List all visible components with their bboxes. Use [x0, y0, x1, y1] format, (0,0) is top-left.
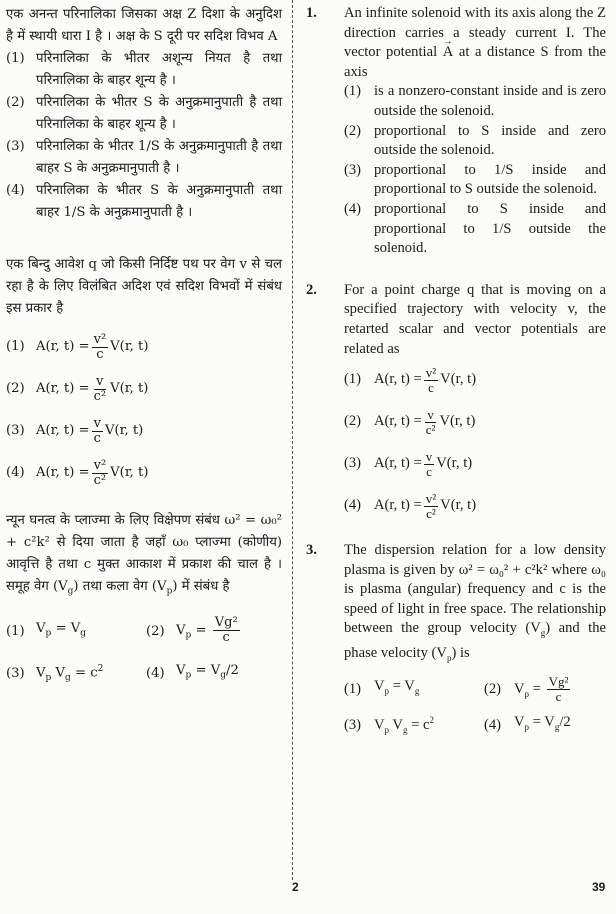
q3-hi-stem-a: न्यून घनत्व के प्लाज्मा के लिए विक्षेपण संबंध ω² = ω₀² + c²k² से दिया जाता है जहाँ ω₀ प्लाज्मा (कोणीय) आवृत्ति है तथा c मुक्त आकाश में प्रकाश की चाल है । समूह वेग (V [6, 513, 282, 594]
q1-en-option-1: (1) is a nonzero-constant inside and is zero outside the solenoid. [344, 82, 606, 121]
q1-en-stem-b: at a distance S from the axis [344, 44, 606, 80]
page-number-right: 39 [592, 880, 606, 894]
q2-hi-option-4: (4) A(r, t) = $\frac{\text{v²}}{\text{c²}}$ V(r, t) [6, 457, 149, 488]
q1-en-option-3: (3) proportional to 1/S inside and proportional to S outside the solenoid. [344, 161, 606, 200]
q2-hi-frac1-num: v² [93, 331, 107, 347]
q2-en-option-4: (4) A(r, t) = $\frac{\text{v²}}{\text{c²}}$ V(r, t) [344, 490, 477, 521]
q2-hi-lhs: A(r, t) = [36, 423, 90, 438]
q1-en-option-4: (4) proportional to S inside and proportional to 1/S outside the solenoid. [344, 200, 606, 259]
q2-hi-frac3-num: v [93, 415, 101, 431]
q2-en-rhs: V(r, t) [440, 497, 477, 514]
q1-hi-option-4-text: परिनालिका के भीतर S के अनुक्रमानुपाती तथा बाहर 1/S के अनुक्रमानुपाती है । [36, 183, 282, 220]
q3-en-opt2-num: Vg² [548, 673, 569, 689]
q2-en-rhs: V(r, t) [440, 371, 477, 388]
q1-hindi-stem [6, 4, 282, 48]
q2-en-frac1-num: v² [425, 364, 437, 380]
q1-hi-option-3: (3) परिनालिका के भीतर 1/S के अनुक्रमानुपाती है तथा बाहर S के अनुक्रमानुपाती है । [6, 136, 282, 180]
q2-hi-lhs: A(r, t) = [36, 339, 90, 354]
q2-hindi-stem: एक बिन्दु आवेश q जो किसी निर्दिष्ट पथ पर वेग v से चल रहा है के लिए विलंबित अदिश एवं सदिश विभवों में संबंध इस प्रकार है [6, 257, 282, 316]
q2-en-frac4-den: c² [426, 505, 436, 521]
q2-hindi [6, 254, 282, 494]
q2-en-lhs: A(r, t) = [374, 455, 422, 472]
q1-hi-option-3-text: परिनालिका के भीतर 1/S के अनुक्रमानुपाती है तथा बाहर S के अनुक्रमानुपाती है । [36, 139, 282, 176]
q3-en-opt3-v: V [374, 716, 385, 733]
hindi-column [6, 4, 282, 695]
q2-hi-rhs: V(r, t) [110, 465, 149, 480]
q3-number: 3. [306, 542, 317, 559]
q1-en-option-4-text: proportional to S inside and proportional to 1/S outside the solenoid. [374, 200, 606, 257]
q2-hi-rhs: V(r, t) [104, 423, 144, 438]
q3-hindi-stem: न्यून घनत्व के प्लाज्मा के लिए विक्षेपण संबंध ω² = ω₀² + c²k² से दिया जाता है जहाँ ω₀ प्लाज्मा (कोणीय) आवृत्ति है तथा c मुक्त आकाश में प्रकाश की चाल है । समूह वेग $(V_g)$ तथा कला वेग $(V_p)$ में संबंध है [6, 513, 282, 597]
q2-en-option-2: (2) A(r, t) = $\frac{v}{\text{c²}}$ V(r, t) [344, 406, 476, 437]
q3-en-options-row1: (1) $V_p = V_g$ (2) $V_p$ = $\frac{\text{Vg²}}{c}$ [344, 673, 569, 704]
q1-english [306, 4, 606, 259]
q1-en-option-2: (2) proportional to S inside and zero outside the solenoid. [344, 122, 606, 161]
q3-hi-stem-c: ) में संबंध है [172, 579, 230, 594]
q2-hi-rhs: V(r, t) [110, 339, 149, 354]
q2-hi-option-2: (2) A(r, t) = $\frac{v}{\text{c²}}$ V(r, t) [6, 373, 149, 404]
q2-hi-frac4-num: v² [93, 457, 107, 473]
q1-hi-option-1-text: परिनालिका के भीतर अशून्य नियत है तथा परिनालिका के बाहर शून्य है । [36, 51, 282, 88]
q2-en-lhs: A(r, t) = [374, 413, 422, 430]
q1-hindi-stem-text: एक अनन्त परिनालिका जिसका अक्ष Z दिशा के अनुदिश है में स्थायी धारा I है । अक्ष के S दूरी पर सदिश विभव A [6, 7, 282, 44]
q2-en-frac2-den: c² [425, 421, 436, 437]
q3-hi-stem-b: ) तथा कला वेग (V [73, 579, 167, 594]
q3-en-opt4-v: V [514, 714, 525, 731]
q3-english-stem: The dispersion relation for a low density plasma is given by ω² = ω₀² + c²k² where ω₀ is plasma (angular) frequency and c is the speed of light in free space. The relationship between the group velocity $(V_g)$ and the phase velocity $(V_p)$ is [344, 542, 606, 663]
q1-en-option-1-text: is a nonzero-constant inside and is zero outside the solenoid. [374, 83, 606, 119]
q3-hi-opt4-v: V [176, 663, 186, 679]
q2-en-rhs: V(r, t) [439, 413, 476, 430]
q1-hi-option-2-text: परिनालिका के भीतर S के अनुक्रमानुपाती है तथा परिनालिका के बाहर शून्य है । [36, 95, 282, 132]
q3-en-options-row2: (3) $V_p$ $V_g = c^2$ (4) $V_p = V_g/2$ [344, 714, 571, 735]
english-column [306, 4, 606, 740]
page-number-left: 2 [292, 880, 299, 894]
column-divider [292, 0, 293, 880]
q2-hi-frac2-den: c² [93, 388, 107, 404]
q2-en-lhs: A(r, t) = [374, 371, 422, 388]
q3-hi-opt3-v: V [36, 665, 46, 681]
q1-hi-option-4: (4) परिनालिका के भीतर S के अनुक्रमानुपाती तथा बाहर 1/S के अनुक्रमानुपाती है । [6, 180, 282, 224]
q1-en-stem-a: An infinite solenoid with its axis along the Z direction carries a steady current I. The vector potential [344, 5, 606, 61]
q3-en-stem-a: The dispersion relation for a low density plasma is given by ω² = ω₀² + c²k² where ω₀ is plasma (angular) frequency and c is the speed of light in free space. The relationship between the group velocity (V [344, 542, 606, 637]
q2-hi-lhs: A(r, t) = [36, 381, 90, 396]
q3-en-stem-c: ) is [451, 644, 470, 661]
q2-en-lhs: A(r, t) = [374, 497, 422, 514]
q2-hi-lhs: A(r, t) = [36, 465, 90, 480]
q2-en-frac2-num: v [427, 406, 434, 422]
q2-en-frac4-num: v² [425, 490, 437, 506]
q3-hi-options-row2: (3) $V_p$ $V_g = c^2$ (4) $V_p = V_g/2$ [6, 663, 239, 684]
q3-hi-opt2-den: c [222, 630, 230, 646]
q2-hi-option-3: (3) A(r, t) = $\frac{v}{c}$ V(r, t) [6, 415, 144, 446]
q2-en-frac3-num: v [425, 448, 433, 464]
q2-en-option-3: (3) A(r, t) = $\frac{v}{c}$ V(r, t) [344, 448, 473, 479]
q1-english-stem: An infinite solenoid with its axis along the Z direction carries a steady current I. The vector potential → A at a distance S from the axis [344, 4, 606, 82]
q2-hi-option-1: (1) A(r, t) = $\frac{\text{v²}}{c}$ V(r, t) [6, 331, 149, 362]
q1-hindi [6, 4, 282, 224]
q2-en-frac3-den: c [426, 463, 432, 479]
q1-en-option-3-text: proportional to 1/S inside and proportional to S outside the solenoid. [374, 161, 606, 198]
q2-hi-rhs: V(r, t) [110, 381, 149, 396]
q3-hi-opt2-num: Vg² [214, 615, 238, 631]
q2-en-rhs: V(r, t) [436, 455, 473, 472]
q2-hi-frac3-den: c [93, 430, 101, 446]
q1-number: 1. [306, 5, 317, 21]
q3-hi-options-row1: (1) $V_p = V_g$ (2) $V_p$ = $\frac{\text{Vg²}}{c}$ [6, 615, 238, 646]
q3-en-opt2-den: c [555, 688, 562, 704]
q2-hi-frac1-den: c [96, 346, 104, 362]
q2-number: 2. [306, 281, 317, 298]
q3-hi-opt1-v: V [36, 621, 46, 637]
q3-en-opt1-v: V [374, 678, 385, 695]
q1-hi-option-1: (1) परिनालिका के भीतर अशून्य नियत है तथा परिनालिका के बाहर शून्य है । [6, 48, 282, 92]
q2-en-option-1: (1) A(r, t) = $\frac{\text{v²}}{c}$ V(r, t) [344, 364, 477, 395]
q1-en-option-2-text: proportional to S inside and zero outside the solenoid. [374, 122, 606, 159]
q1-hi-option-2: (2) परिनालिका के भीतर S के अनुक्रमानुपाती है तथा परिनालिका के बाहर शून्य है । [6, 92, 282, 136]
q3-english [306, 541, 606, 740]
q2-hi-frac4-den: c² [93, 472, 107, 488]
q2-en-frac1-den: c [428, 379, 434, 395]
q2-english-stem: For a point charge q that is moving on a specified trajectory with velocity v, the retarted scalar and vector potentials are related as [344, 281, 606, 357]
q3-hindi [6, 510, 282, 695]
q2-hi-frac2-num: v [96, 373, 104, 389]
q2-english [306, 281, 606, 527]
q3-en-stem-b: ) and the phase velocity (V [344, 620, 606, 661]
